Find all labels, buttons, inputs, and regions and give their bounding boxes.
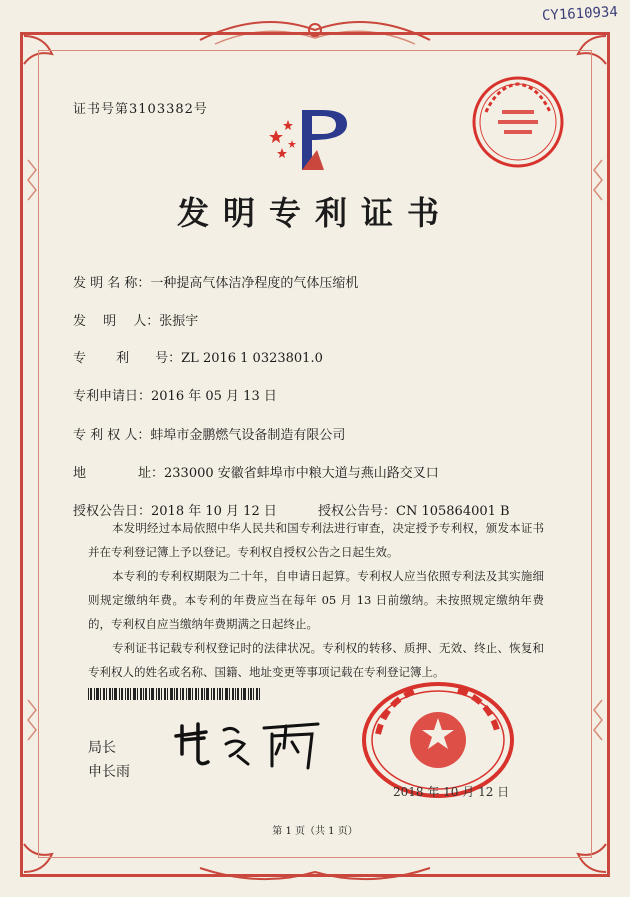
address-label: 地 址： <box>73 466 165 481</box>
certificate-title: 发明专利证书 <box>176 194 453 232</box>
grant-date-label: 授权公告日： <box>73 504 152 519</box>
grant-date-value: 2018 年 10 月 12 日 <box>151 504 277 519</box>
address-row <box>73 462 439 481</box>
invention-name-label: 发 明 名 称： <box>73 276 151 291</box>
invention-name-row <box>73 272 358 291</box>
patent-office-logo-icon <box>262 100 362 180</box>
patentee-label: 专 利 权 人： <box>73 428 151 443</box>
seal-date: 2018 年 10 月 12 日 <box>393 785 510 799</box>
invention-name-value: 一种提高气体洁净程度的气体压缩机 <box>150 276 359 291</box>
grant-number-label: 授权公告号： <box>318 504 397 519</box>
director-signature-icon <box>168 708 328 778</box>
handwritten-note: CY1610934 <box>541 4 619 24</box>
grant-number-value: CN 105864001 B <box>396 504 510 519</box>
official-seal-small-icon <box>468 72 568 172</box>
body-paragraph: 本发明经过本局依照中华人民共和国专利法进行审查，决定授予专利权，颁发本证书并在专利登记簿上予以登记。专利权自授权公告之日起生效。 <box>88 521 544 559</box>
certificate-body <box>88 516 544 684</box>
patent-number-row <box>73 347 323 366</box>
application-date-label: 专利申请日： <box>73 389 152 404</box>
signature-name: 申长雨 <box>88 764 130 780</box>
patentee-value: 蚌埠市金鹏燃气设备制造有限公司 <box>150 428 346 443</box>
inventor-value: 张振宇 <box>159 314 199 329</box>
body-paragraph: 专利证书记载专利权登记时的法律状况。专利权的转移、质押、无效、终止、恢复和专利权人的姓名或名称、国籍、地址变更等事项记载在专利登记簿上。 <box>88 641 544 679</box>
barcode-icon <box>88 688 262 700</box>
inventor-row <box>73 310 198 329</box>
application-date-value: 2016 年 05 月 13 日 <box>151 389 277 404</box>
address-value: 233000 安徽省蚌埠市中粮大道与燕山路交叉口 <box>164 466 439 481</box>
patentee-row <box>73 424 345 443</box>
application-date-row <box>73 385 277 404</box>
patent-number-label: 专 利 号： <box>73 351 182 366</box>
signature-title: 局长 <box>88 740 116 756</box>
patent-number-value: ZL 2016 1 0323801.0 <box>181 351 323 366</box>
inventor-label: 发 明 人： <box>73 314 160 329</box>
certificate-number: 证书号第3103382号 <box>73 102 208 117</box>
page-number: 第 1 页（共 1 页） <box>272 826 358 837</box>
body-paragraph: 本专利的专利权期限为二十年，自申请日起算。专利权人应当依照专利法及其实施细则规定缴纳年费。本专利的年费应当在每年 05 月 13 日前缴纳。未按照规定缴纳年费的，专利权自应当缴纳年费期满之日起终止。 <box>88 569 544 631</box>
national-ip-seal-icon <box>358 680 518 800</box>
